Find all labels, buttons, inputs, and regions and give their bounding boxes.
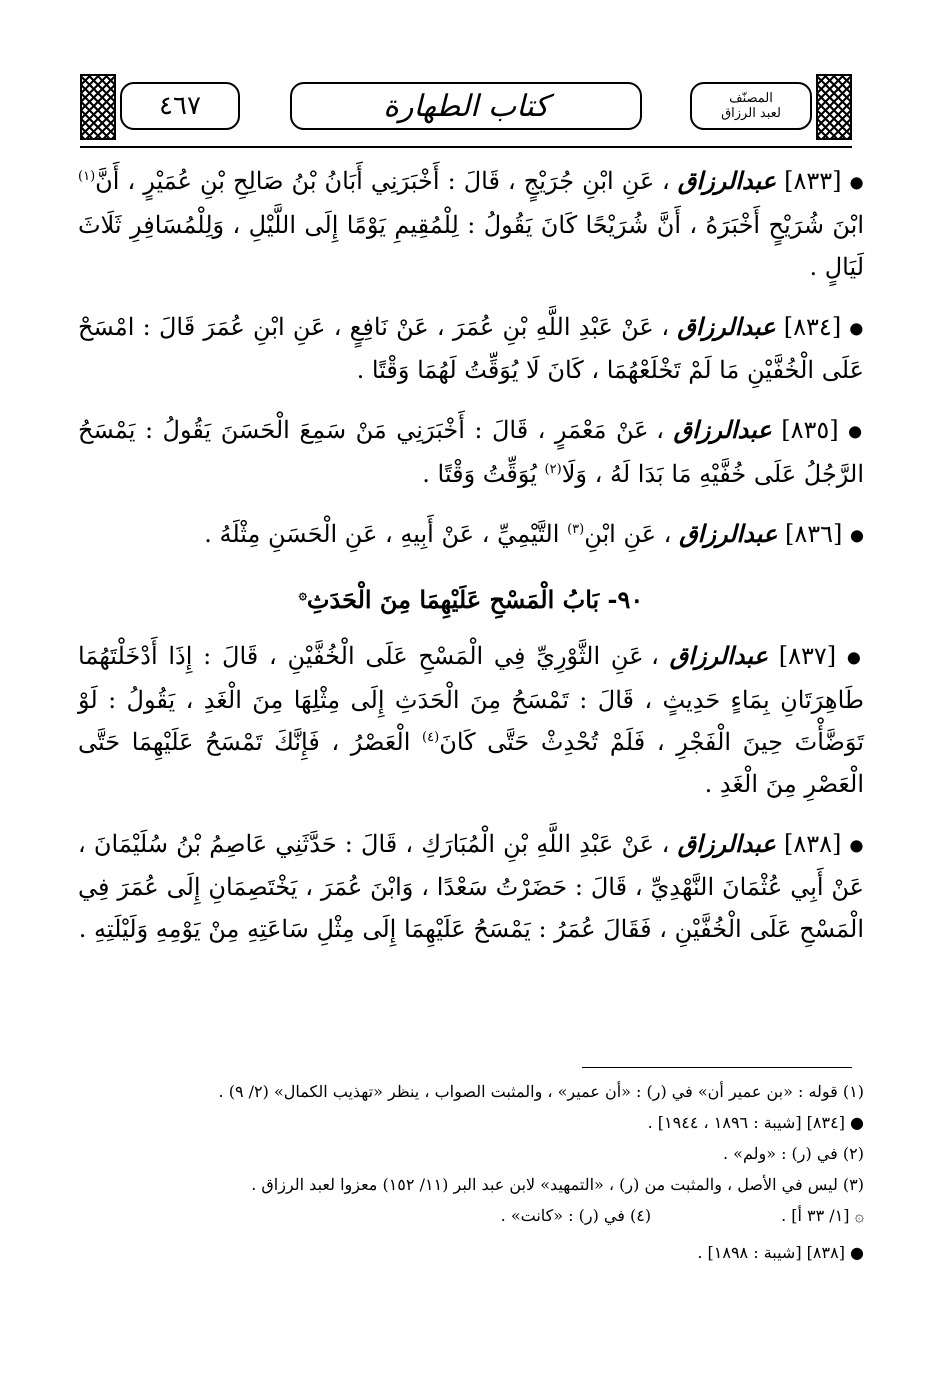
source-ref-text: [٨٣٨] [شيبة : ١٨٩٨] . bbox=[697, 1243, 845, 1262]
book-title: كتاب الطهارة bbox=[383, 88, 549, 124]
narrator-name: عبدالرزاق bbox=[669, 641, 768, 670]
bullet-icon: ● bbox=[849, 318, 864, 337]
footnote-rule bbox=[582, 1067, 852, 1068]
hadith-836 bbox=[78, 513, 864, 557]
hadith-text: ، عَنْ مَعْمَرٍ ، قَالَ : أَخْبَرَنِي مَنْ سَمِعَ الْحَسَنَ يَقُولُ : يَمْسَحُ الرَّجُلُ عَلَى خُفَّيْهِ مَا بَدَا لَهُ ، وَلَا bbox=[78, 416, 864, 488]
hadith-number: [٨٣٦] bbox=[784, 519, 843, 548]
footnote-2: (٢) في (ر) : «ولم» . bbox=[722, 1144, 864, 1163]
bullet-icon: ● bbox=[849, 172, 864, 192]
hadith-text-cont: ابْنَ شُرَيْحٍ أَخْبَرَهُ ، أَنَّ شُرَيْحًا كَانَ يَقُولُ : لِلْمُقِيمِ يَوْمًا إِلَى اللَّيْلِ ، وَلِلْمُسَافِرِ ثَلَاثَ لَيَالٍ . bbox=[78, 210, 864, 281]
footnote-ref[interactable]: (٢) bbox=[544, 461, 562, 477]
hadith-number: [٨٣٥] bbox=[781, 416, 839, 444]
hadith-number: [٨٣٧] bbox=[778, 642, 837, 670]
footnote-3: (٣) ليس في الأصل ، والمثبت من (ر) ، «التمهيد» لابن عبد البر (١١/ ١٥٢) معزوا لعبد الرزاق . bbox=[251, 1175, 864, 1194]
bullet-icon: ● bbox=[848, 421, 864, 441]
footnote-4: (٤) في (ر) : «كانت» . bbox=[500, 1206, 652, 1225]
folio-mark-icon: ۞ bbox=[298, 587, 307, 603]
hadith-834 bbox=[78, 306, 864, 392]
bullet-icon: ● bbox=[850, 525, 864, 544]
folio-ref: ۞ [١/ ٣٣ أ] . bbox=[781, 1206, 864, 1225]
left-ornament bbox=[80, 74, 116, 140]
source-ref-834 bbox=[90, 1107, 864, 1138]
hadith-text: ، عَنِ ابْنِ جُرَيْجٍ ، قَالَ : أَخْبَرَنِي أَبَانُ بْنُ صَالِحِ بْنِ عُمَيْرٍ ، أَنَّ bbox=[95, 167, 670, 195]
hadith-text: ، عَنِ الثَّوْرِيِّ فِي الْمَسْحِ عَلَى الْخُفَّيْنِ ، قَالَ : إِذَا أَدْخَلْتَهُمَا طَاهِرَتَانِ بِمَاءٍ حَدِيثٍ ، قَالَ : تَمْسَحُ مِنَ الْحَدَثِ إِلَى مِثْلِهَا مِنَ الْغَدِ ، يَقُولُ : لَوْ تَوَضَّأْتَ حِينَ الْفَجْرِ ، فَلَمْ تُحْدِثْ حَتَّى كَانَ bbox=[78, 642, 864, 756]
hadith-text-cont: يُوَقِّتُ وَقْتًا . bbox=[422, 459, 537, 488]
hadith-833 bbox=[78, 160, 864, 288]
logo-line-2: لعبد الرزاق bbox=[721, 106, 781, 121]
footnote-row bbox=[90, 1200, 864, 1231]
bullet-icon: ● bbox=[850, 1113, 864, 1132]
chapter-heading bbox=[78, 574, 864, 621]
hadith-text-cont: التَّيْمِيِّ ، عَنْ أَبِيهِ ، عَنِ الْحَسَنِ مِثْلَهُ . bbox=[204, 519, 560, 548]
hadith-number: [٨٣٤] bbox=[783, 312, 842, 341]
hadith-835 bbox=[78, 409, 864, 495]
footnote-1: (١) قوله : «بن عمير أن» في (ر) : «أن عمير» ، والمثبت الصواب ، ينظر «تهذيب الكمال» (٢/ ٩) . bbox=[218, 1082, 864, 1101]
narrator-name: عبدالرزاق bbox=[677, 828, 776, 858]
logo-line-1: المصنّف bbox=[729, 91, 773, 106]
book-title-box bbox=[290, 82, 642, 130]
book-logo bbox=[690, 82, 812, 130]
hadith-text: ، عَنْ عَبْدِ اللَّهِ بْنِ عُمَرَ ، عَنْ نَافِعٍ ، عَنِ ابْنِ عُمَرَ قَالَ : امْسَحْ عَلَى الْخُفَّيْنِ مَا لَمْ تَخْلَعْهُمَا ، كَانَ لَا يُوَقِّتُ لَهُمَا وَقْتًا . bbox=[78, 312, 864, 384]
right-ornament bbox=[816, 74, 852, 140]
footnote-ref[interactable]: (٤) bbox=[422, 729, 440, 745]
header-rule bbox=[80, 146, 852, 148]
source-ref-838 bbox=[90, 1237, 864, 1268]
chapter-title: ٩٠- بَابُ الْمَسْحِ عَلَيْهِمَا مِنَ الْحَدَثِ bbox=[306, 585, 644, 614]
page-number-box bbox=[120, 82, 240, 130]
bullet-icon: ● bbox=[850, 1243, 864, 1262]
hadith-text: ، عَنْ عَبْدِ اللَّهِ بْنِ الْمُبَارَكِ ، قَالَ : حَدَّثَنِي عَاصِمُ بْنُ سُلَيْمَانَ ، عَنْ أَبِي عُثْمَانَ النَّهْدِيِّ ، قَالَ : حَضَرْتُ سَعْدًا ، وَابْنَ عُمَرَ ، يَخْتَصِمَانِ إِلَى عُمَرَ فِي الْمَسْحِ عَلَى الْخُفَّيْنِ ، فَقَالَ عُمَرُ : يَمْسَحُ عَلَيْهِمَا إِلَى مِثْلِ سَاعَتِهِ مِنْ يَوْمِهِ وَلَيْلَتِهِ . bbox=[78, 829, 864, 943]
hadith-number: [٨٣٨] bbox=[783, 829, 842, 858]
bullet-icon: ● bbox=[846, 647, 864, 667]
hadith-837 bbox=[78, 635, 864, 805]
footnotes bbox=[90, 1076, 864, 1268]
footnote-ref[interactable]: (١) bbox=[78, 169, 96, 184]
hadith-838 bbox=[78, 823, 864, 951]
hadith-number: [٨٣٣] bbox=[784, 167, 842, 195]
main-text bbox=[78, 160, 864, 968]
source-ref-text: [٨٣٤] [شيبة : ١٨٩٦ ، ١٩٤٤] . bbox=[647, 1113, 845, 1132]
page-number: ٤٦٧ bbox=[159, 91, 201, 121]
narrator-name: عبدالرزاق bbox=[673, 415, 772, 444]
narrator-name: عبدالرزاق bbox=[677, 166, 777, 195]
narrator-name: عبدالرزاق bbox=[679, 518, 778, 548]
hadith-text-cont: الْعَصْرُ ، فَإِنَّكَ تَمْسَحُ عَلَيْهِمَا حَتَّى الْعَصْرِ مِنَ الْغَدِ . bbox=[78, 727, 864, 798]
hadith-text: ، عَنِ ابْنِ bbox=[584, 519, 672, 548]
footnote-ref[interactable]: (٣) bbox=[567, 521, 585, 537]
page-header bbox=[80, 74, 852, 140]
bullet-icon: ● bbox=[849, 835, 864, 854]
narrator-name: عبدالرزاق bbox=[677, 311, 776, 341]
